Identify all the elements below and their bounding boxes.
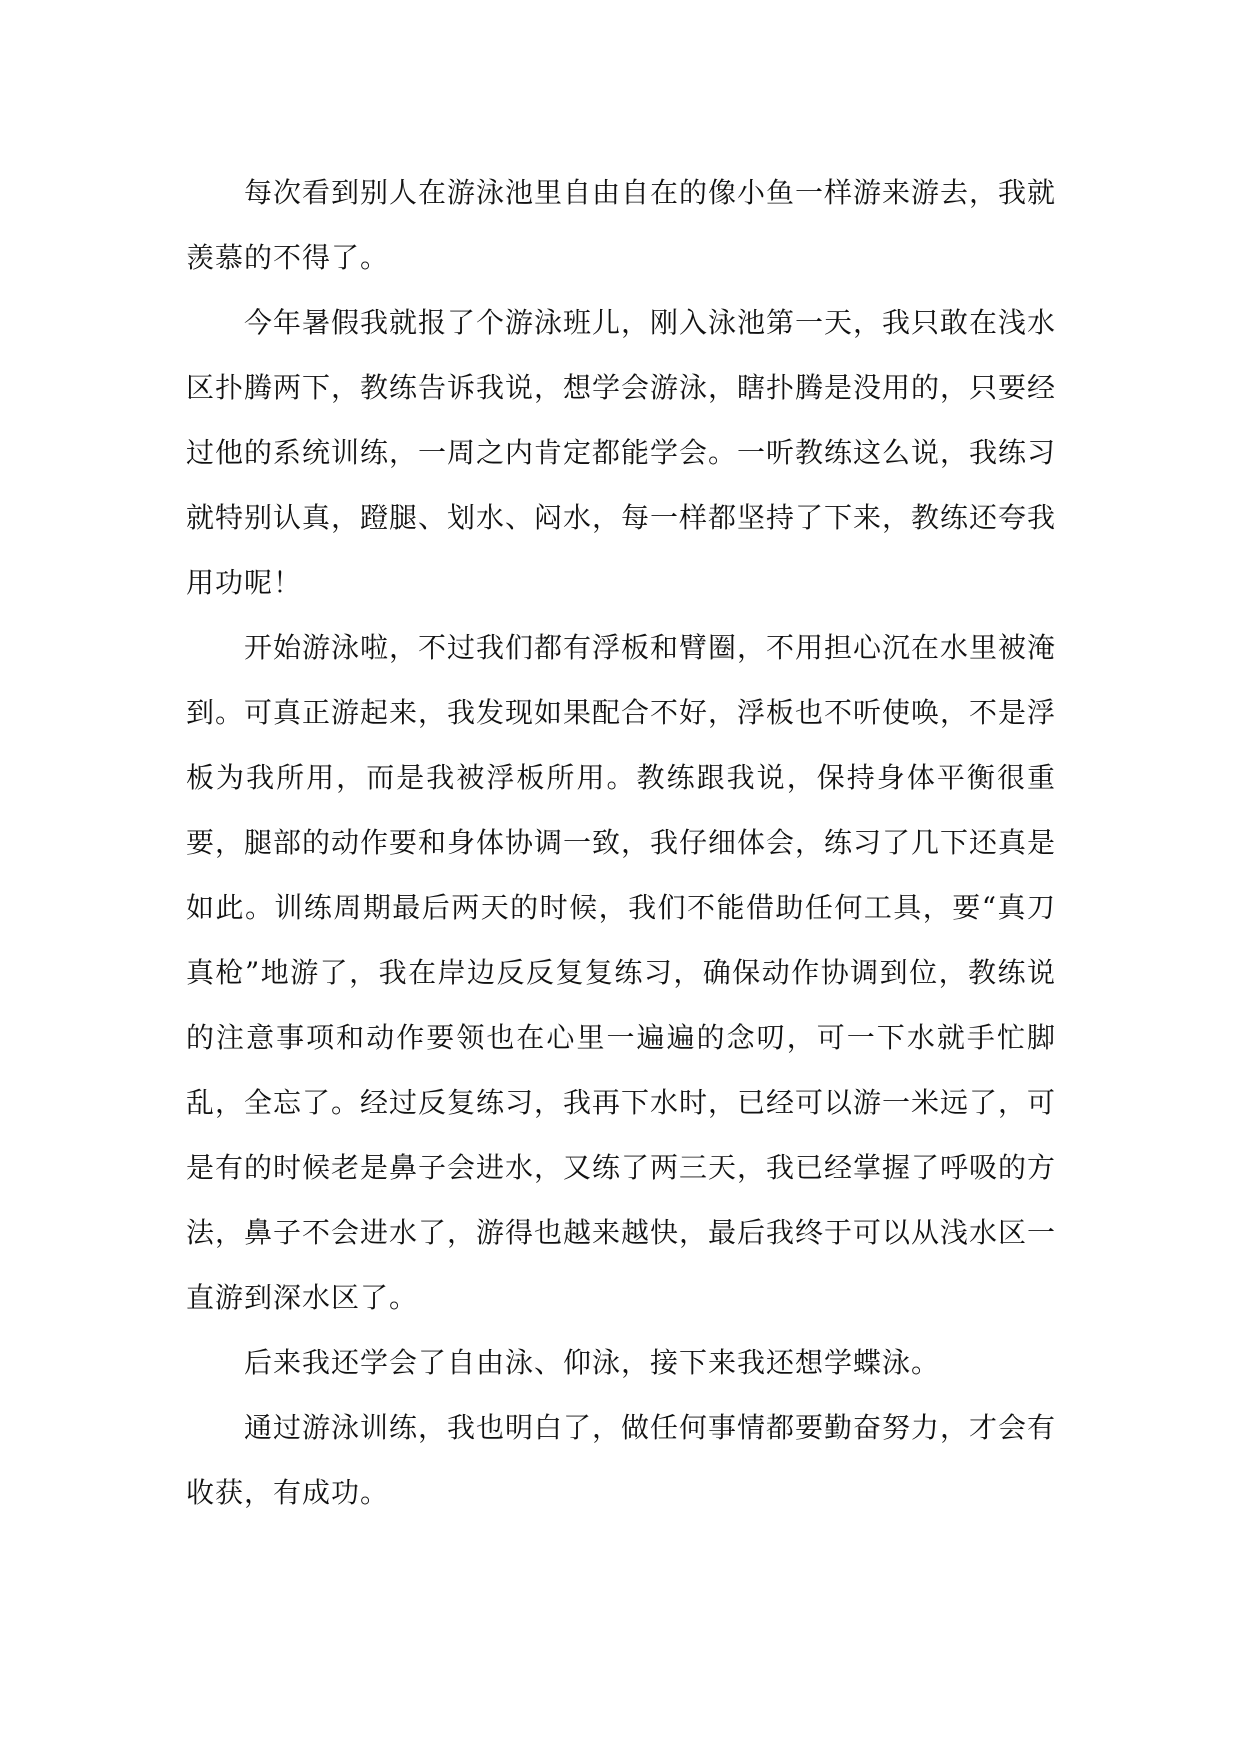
paragraph-2: 今年暑假我就报了个游泳班儿，刚入泳池第一天，我只敢在浅水区扑腾两下，教练告诉我说，想学会游泳，瞎扑腾是没用的，只要经过他的系统训练，一周之内肯定都能学会。一听教练这么说，我练习就特别认真，蹬腿、划水、闷水，每一样都坚持了下来，教练还夸我用功呢！ — [186, 306, 1057, 599]
document-body — [186, 160, 1056, 1525]
paragraph-5: 通过游泳训练，我也明白了，做任何事情都要勤奋努力，才会有收获，有成功。 — [186, 1411, 1057, 1509]
paragraph-1: 每次看到别人在游泳池里自由自在的像小鱼一样游来游去，我就羡慕的不得了。 — [186, 176, 1057, 274]
paragraph-4: 后来我还学会了自由泳、仰泳，接下来我还想学蝶泳。 — [244, 1346, 941, 1379]
paragraph-3: 开始游泳啦，不过我们都有浮板和臂圈，不用担心沉在水里被淹到。可真正游起来，我发现如果配合不好，浮板也不听使唤，不是浮板为我所用，而是我被浮板所用。教练跟我说，保持身体平衡很重要，腿部的动作要和身体协调一致，我仔细体会，练习了几下还真是如此。训练周期最后两天的时候，我们不能借助任何工具，要“真刀真枪”地游了，我在岸边反反复复练习，确保动作协调到位，教练说的注意事项和动作要领也在心里一遍遍的念叨，可一下水就手忙脚乱，全忘了。经过反复练习，我再下水时，已经可以游一米远了，可是有的时候老是鼻子会进水，又练了两三天，我已经掌握了呼吸的方法，鼻子不会进水了，游得也越来越快，最后我终于可以从浅水区一直游到深水区了。 — [186, 631, 1057, 1314]
